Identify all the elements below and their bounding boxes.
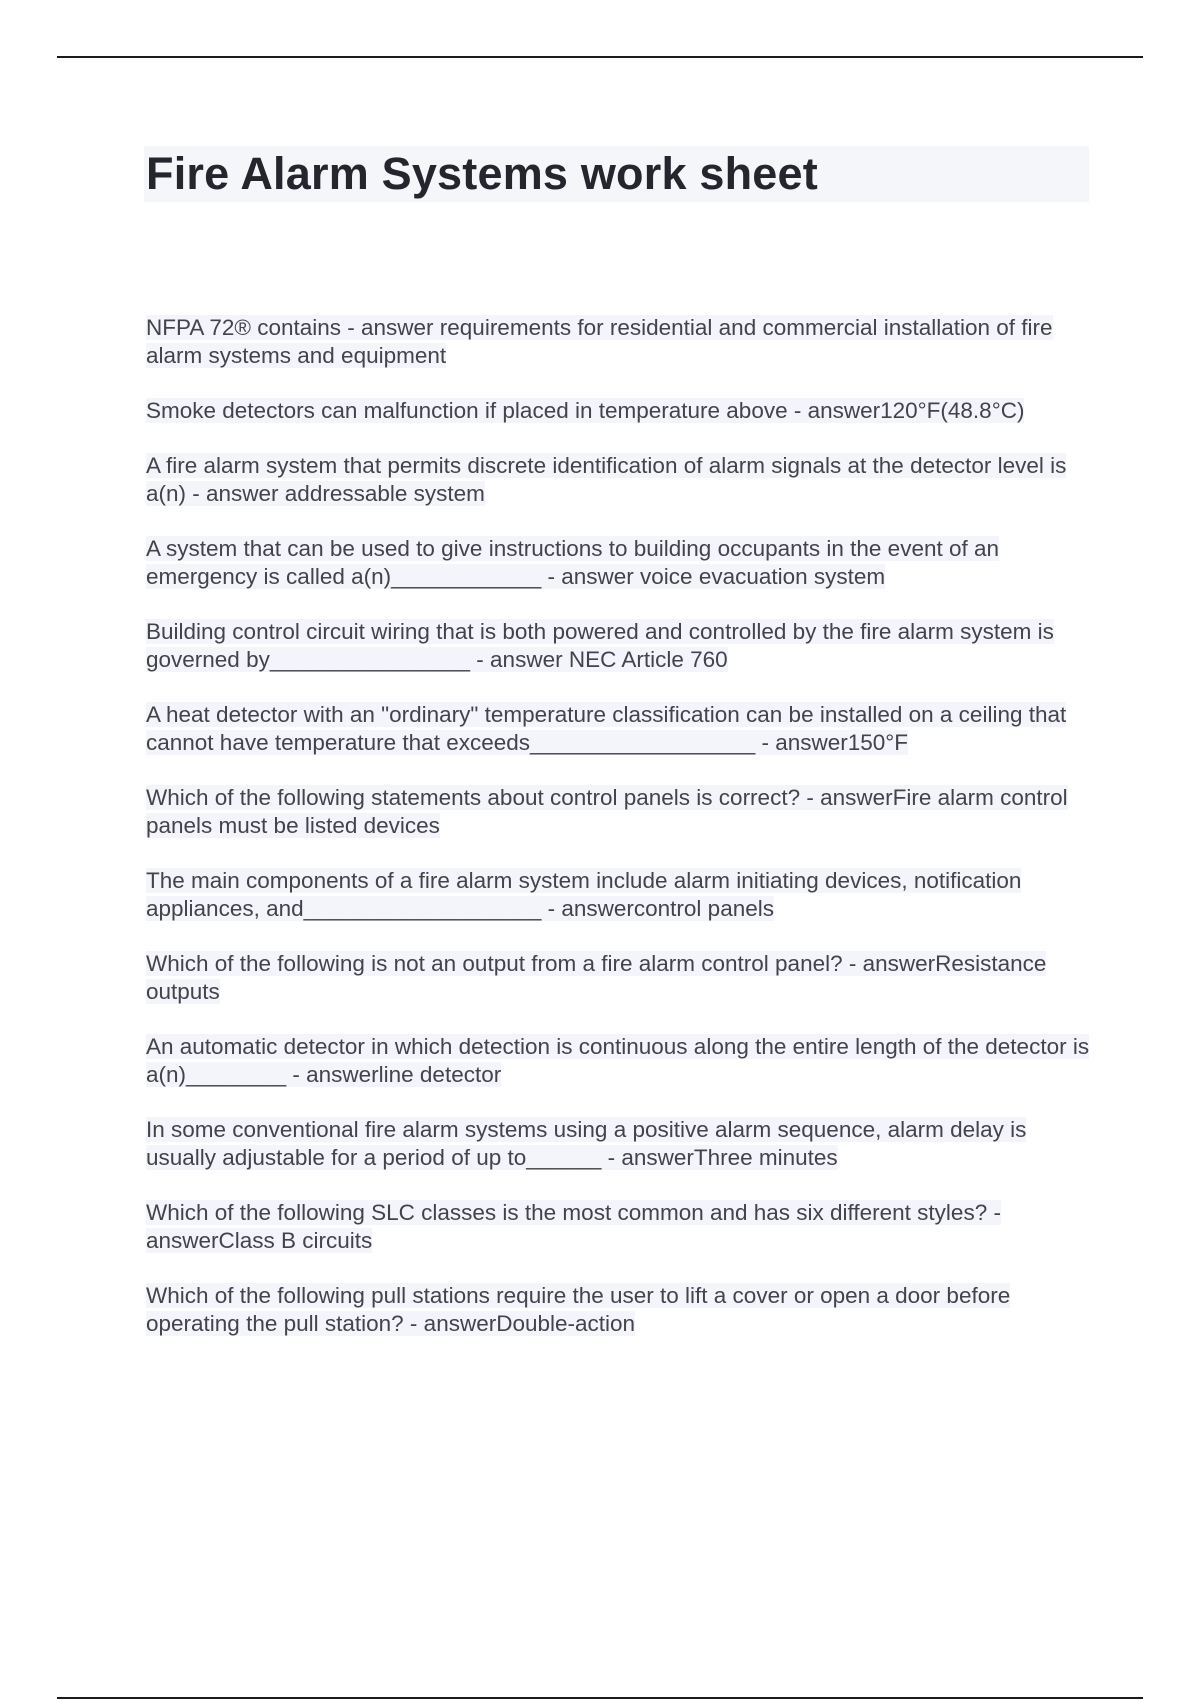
qa-item [146,397,1096,425]
qa-item [146,535,1096,591]
qa-item [146,784,1096,840]
qa-item [146,452,1096,508]
qa-item [146,1033,1096,1089]
qa-text: A fire alarm system that permits discrete identification of alarm signals at the detector level is a(n) - answer addressable system [146,453,1067,506]
qa-text: Which of the following SLC classes is the most common and has six different styles? - answerClass B circuits [146,1200,1001,1253]
page-title: Fire Alarm Systems work sheet [146,148,818,199]
qa-item [146,867,1096,923]
qa-text: Which of the following pull stations require the user to lift a cover or open a door before operating the pull station? - answerDouble-action [146,1283,1011,1336]
question-list [146,314,1096,1365]
qa-text: An automatic detector in which detection is continuous along the entire length of the detector is a(n)________ - answerline detector [146,1034,1090,1087]
qa-item [146,950,1096,1006]
qa-text: Smoke detectors can malfunction if placed in temperature above - answer120°F(48.8°C) [146,398,1025,423]
qa-text: Which of the following statements about control panels is correct? - answerFire alarm control panels must be listed devices [146,785,1068,838]
qa-item [146,1199,1096,1255]
qa-item [146,618,1096,674]
qa-item [146,1116,1096,1172]
qa-text: Which of the following is not an output from a fire alarm control panel? - answerResistance outputs [146,951,1047,1004]
qa-text: The main components of a fire alarm system include alarm initiating devices, notification appliances, and___________________ - answercontrol panels [146,868,1022,921]
qa-item [146,701,1096,757]
qa-text: NFPA 72® contains - answer requirements for residential and commercial installation of fire alarm systems and equipment [146,315,1053,368]
qa-item [146,1282,1096,1338]
qa-text: In some conventional fire alarm systems using a positive alarm sequence, alarm delay is usually adjustable for a period of up to______ - answerThree minutes [146,1117,1027,1170]
qa-text: A heat detector with an "ordinary" temperature classification can be installed on a ceiling that cannot have temperature that exceeds__________________ - answer150°F [146,702,1067,755]
top-rule [57,56,1143,58]
qa-item [146,314,1096,370]
bottom-rule [57,1697,1143,1699]
qa-text: Building control circuit wiring that is both powered and controlled by the fire alarm system is governed by________________ - answer NEC Article 760 [146,619,1054,672]
qa-text: A system that can be used to give instructions to building occupants in the event of an emergency is called a(n)____________ - answer voice evacuation system [146,536,1000,589]
